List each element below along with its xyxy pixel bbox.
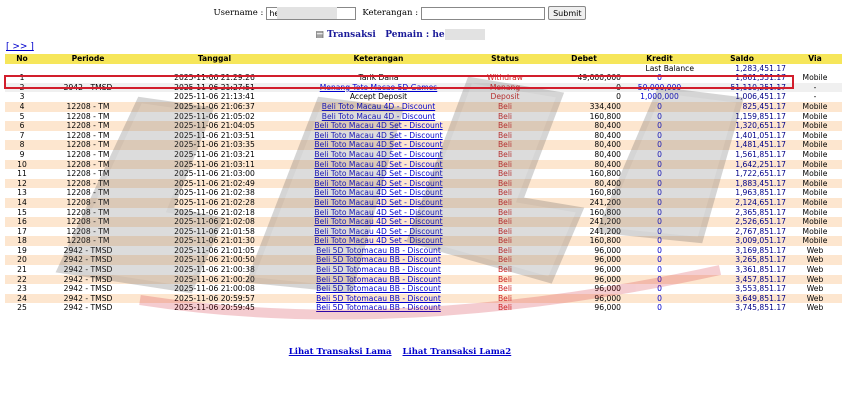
row-via: Web [788,246,842,256]
row-keterangan[interactable]: Beli Toto Macau 4D Set - Discount [292,179,465,189]
row-saldo: 3,265,851.17 [696,255,788,265]
back-link[interactable]: [ >> ] [6,42,34,52]
table-row [5,208,842,218]
row-debet: 80,400 [545,131,623,141]
submit-button[interactable]: Submit [548,6,586,20]
row-tanggal: 2025-11-06 20:59:57 [137,294,292,304]
row-no: 9 [5,150,39,160]
table-row [5,198,842,208]
row-debet: 0 [545,92,623,102]
row-status: Beli [465,102,545,112]
username-input[interactable] [266,7,356,20]
pemain-redaction [445,29,485,40]
row-saldo: 1,159,851.17 [696,112,788,122]
row-via: Web [788,255,842,265]
row-via: Mobile [788,160,842,170]
row-saldo: 3,745,851.17 [696,303,788,313]
row-kredit: 0 [623,275,696,285]
transaction-table [5,54,842,313]
row-kredit: 0 [623,255,696,265]
row-no: 1 [5,73,39,83]
row-saldo: 1,006,451.17 [696,92,788,102]
table-row [5,217,842,227]
row-kredit: 0 [623,73,696,83]
row-status: Deposit [465,92,545,102]
table-row [5,236,842,246]
row-kredit: 0 [623,198,696,208]
row-saldo: 1,320,651.17 [696,121,788,131]
row-debet: 80,400 [545,140,623,150]
row-tanggal: 2025-11-06 21:02:49 [137,179,292,189]
col-no: No [5,54,39,64]
row-via: Mobile [788,73,842,83]
row-status: Beli [465,140,545,150]
row-periode: 12208 - TM [39,179,137,189]
row-no: 12 [5,179,39,189]
row-status: Beli [465,265,545,275]
keterangan-label: Keterangan : [362,8,419,18]
row-status: Beli [465,217,545,227]
row-status: Beli [465,112,545,122]
row-debet: 334,400 [545,102,623,112]
row-keterangan[interactable]: Beli 5D Totomacau BB - Discount [292,275,465,285]
row-via: Mobile [788,131,842,141]
row-periode: 2942 - TMSD [39,294,137,304]
row-keterangan[interactable]: Beli Toto Macau 4D - Discount [292,112,465,122]
table-row [5,188,842,198]
row-keterangan[interactable]: Beli Toto Macau 4D Set - Discount [292,227,465,237]
row-via: Mobile [788,121,842,131]
last-balance-label: Last Balance [5,64,696,74]
table-row [5,246,842,256]
row-kredit: 50,000,000 [623,83,696,93]
old-transactions-link-2[interactable]: Lihat Transaksi Lama2 [402,347,512,357]
row-debet: 96,000 [545,284,623,294]
row-keterangan[interactable]: Beli Toto Macau 4D Set - Discount [292,217,465,227]
row-debet: 0 [545,83,623,93]
row-kredit: 0 [623,236,696,246]
row-keterangan[interactable]: Beli Toto Macau 4D Set - Discount [292,208,465,218]
row-kredit: 0 [623,179,696,189]
row-no: 18 [5,236,39,246]
row-via: - [788,92,842,102]
row-tanggal: 2025-11-06 21:05:02 [137,112,292,122]
row-tanggal: 2025-11-06 21:13:41 [137,92,292,102]
row-kredit: 0 [623,227,696,237]
row-via: Mobile [788,208,842,218]
row-saldo: 2,767,851.17 [696,227,788,237]
row-debet: 96,000 [545,265,623,275]
row-tanggal: 2025-11-06 21:00:20 [137,275,292,285]
row-periode: 12208 - TM [39,236,137,246]
row-tanggal: 2025-11-06 21:00:50 [137,255,292,265]
row-saldo: 2,365,851.17 [696,208,788,218]
row-no: 19 [5,246,39,256]
row-kredit: 0 [623,131,696,141]
row-tanggal: 2025-11-06 21:00:38 [137,265,292,275]
row-periode [39,73,137,83]
old-transactions-link[interactable]: Lihat Transaksi Lama [288,347,392,357]
table-row [5,275,842,285]
row-via: Mobile [788,198,842,208]
row-via: Mobile [788,150,842,160]
title-text: Transaksi [327,30,376,40]
table-row [5,265,842,275]
table-row [5,102,842,112]
col-via: Via [788,54,842,64]
row-keterangan[interactable]: Beli Toto Macau 4D Set - Discount [292,150,465,160]
table-row [5,227,842,237]
row-saldo: 1,642,251.17 [696,160,788,170]
row-saldo: 1,963,851.17 [696,188,788,198]
row-periode: 12208 - TM [39,112,137,122]
row-periode: 12208 - TM [39,121,137,131]
row-no: 13 [5,188,39,198]
row-debet: 96,000 [545,275,623,285]
row-tanggal: 2025-11-06 21:03:00 [137,169,292,179]
row-no: 5 [5,112,39,122]
row-keterangan[interactable]: Beli Toto Macau 4D Set - Discount [292,198,465,208]
row-tanggal: 2025-11-06 21:02:18 [137,208,292,218]
row-periode: 12208 - TM [39,169,137,179]
keterangan-input[interactable] [421,7,545,20]
table-row [5,92,842,102]
row-no: 4 [5,102,39,112]
table-row [5,150,842,160]
row-keterangan[interactable]: Beli Toto Macau 4D Set - Discount [292,169,465,179]
row-keterangan[interactable]: Beli Toto Macau 4D Set - Discount [292,236,465,246]
row-saldo: 3,169,851.17 [696,246,788,256]
row-debet: 96,000 [545,303,623,313]
row-status: Beli [465,227,545,237]
row-periode: 12208 - TM [39,131,137,141]
table-row [5,112,842,122]
row-keterangan: Tarik Dana [292,73,465,83]
row-saldo: 1,722,651.17 [696,169,788,179]
row-tanggal: 2025-11-06 21:29:26 [137,73,292,83]
row-saldo: 3,009,051.17 [696,236,788,246]
row-no: 10 [5,160,39,170]
row-kredit: 0 [623,303,696,313]
row-no: 8 [5,140,39,150]
table-row [5,140,842,150]
row-no: 17 [5,227,39,237]
last-balance-empty [788,64,842,74]
row-via: Web [788,275,842,285]
table-row [5,121,842,131]
row-debet: 96,000 [545,246,623,256]
row-kredit: 0 [623,169,696,179]
row-saldo: 3,553,851.17 [696,284,788,294]
row-kredit: 0 [623,140,696,150]
row-via: Mobile [788,140,842,150]
row-no: 20 [5,255,39,265]
row-tanggal: 2025-11-06 21:02:08 [137,217,292,227]
search-form [0,5,800,21]
row-via: - [788,83,842,93]
row-periode: 2942 - TMSD [39,265,137,275]
row-periode: 12208 - TM [39,208,137,218]
row-debet: 241,200 [545,217,623,227]
col-saldo: Saldo [696,54,788,64]
row-debet: 160,800 [545,112,623,122]
last-balance-row [5,64,842,74]
row-via: Mobile [788,112,842,122]
col-kredit: Kredit [623,54,696,64]
row-saldo: 51,110,251.17 [696,83,788,93]
row-status: Beli [465,150,545,160]
row-no: 7 [5,131,39,141]
row-debet: 160,800 [545,169,623,179]
row-keterangan[interactable]: Beli 5D Totomacau BB - Discount [292,303,465,313]
row-saldo: 2,526,651.17 [696,217,788,227]
row-keterangan[interactable]: Beli Toto Macau 4D Set - Discount [292,140,465,150]
row-status: Beli [465,275,545,285]
row-tanggal: 2025-11-06 21:03:11 [137,160,292,170]
row-keterangan[interactable]: Beli 5D Totomacau BB - Discount [292,265,465,275]
row-debet: 241,200 [545,198,623,208]
row-no: 21 [5,265,39,275]
table-row [5,284,842,294]
row-tanggal: 2025-11-06 21:04:05 [137,121,292,131]
row-no: 3 [5,92,39,102]
row-periode: 12208 - TM [39,160,137,170]
row-status: Beli [465,255,545,265]
row-saldo: 1,861,551.17 [696,73,788,83]
row-status: Menang [465,83,545,93]
row-debet: 80,400 [545,179,623,189]
row-no: 14 [5,198,39,208]
row-kredit: 0 [623,188,696,198]
row-saldo: 3,457,851.17 [696,275,788,285]
row-via: Mobile [788,179,842,189]
row-saldo: 825,451.17 [696,102,788,112]
row-kredit: 0 [623,150,696,160]
row-no: 24 [5,294,39,304]
table-row [5,179,842,189]
row-debet: 80,400 [545,150,623,160]
row-tanggal: 2025-11-06 21:02:28 [137,198,292,208]
row-kredit: 0 [623,160,696,170]
row-debet: 160,800 [545,208,623,218]
page-title [0,29,800,40]
table-header-row [5,54,842,64]
row-status: Beli [465,131,545,141]
row-status: Beli [465,294,545,304]
row-status: Beli [465,169,545,179]
row-kredit: 0 [623,294,696,304]
row-kredit: 0 [623,121,696,131]
row-debet: 80,400 [545,160,623,170]
row-kredit: 0 [623,112,696,122]
row-periode: 2942 - TMSD [39,255,137,265]
table-row [5,255,842,265]
row-debet: 96,000 [545,255,623,265]
row-debet: 160,800 [545,236,623,246]
row-tanggal: 2025-11-06 20:59:45 [137,303,292,313]
row-kredit: 0 [623,217,696,227]
row-saldo: 3,649,851.17 [696,294,788,304]
row-kredit: 0 [623,284,696,294]
table-row [5,160,842,170]
row-periode: 2942 - TMSD [39,275,137,285]
row-via: Web [788,265,842,275]
row-tanggal: 2025-11-06 21:03:35 [137,140,292,150]
table-row [5,169,842,179]
row-debet: 80,400 [545,121,623,131]
row-debet: 49,000,000 [545,73,623,83]
row-tanggal: 2025-11-06 21:03:51 [137,131,292,141]
row-saldo: 3,361,851.17 [696,265,788,275]
row-via: Mobile [788,169,842,179]
row-kredit: 1,000,000 [623,92,696,102]
row-no: 2 [5,83,39,93]
row-status: Beli [465,179,545,189]
row-tanggal: 2025-11-06 21:27:51 [137,83,292,93]
username-label: Username : [213,8,264,18]
row-keterangan[interactable]: Beli 5D Totomacau BB - Discount [292,246,465,256]
row-kredit: 0 [623,208,696,218]
row-periode: 2942 - TMSD [39,83,137,93]
row-no: 15 [5,208,39,218]
row-debet: 241,200 [545,227,623,237]
row-status: Beli [465,284,545,294]
col-debet: Debet [545,54,623,64]
row-status: Beli [465,303,545,313]
row-periode: 12208 - TM [39,102,137,112]
row-kredit: 0 [623,265,696,275]
row-status: Beli [465,160,545,170]
table-row [5,73,842,83]
row-via: Web [788,294,842,304]
last-balance-value: 1,283,451.17 [696,64,788,74]
row-saldo: 1,883,451.17 [696,179,788,189]
row-periode: 12208 - TM [39,188,137,198]
row-no: 22 [5,275,39,285]
row-tanggal: 2025-11-06 21:01:58 [137,227,292,237]
table-row [5,83,842,93]
row-keterangan: Accept Deposit [292,92,465,102]
row-via: Mobile [788,217,842,227]
row-periode [39,92,137,102]
row-tanggal: 2025-11-06 21:03:21 [137,150,292,160]
row-periode: 2942 - TMSD [39,284,137,294]
col-tanggal: Tanggal [137,54,292,64]
col-periode: Periode [39,54,137,64]
row-no: 6 [5,121,39,131]
row-periode: 12208 - TM [39,227,137,237]
row-periode: 2942 - TMSD [39,246,137,256]
row-status: Beli [465,246,545,256]
row-status: Beli [465,236,545,246]
row-tanggal: 2025-11-06 21:00:08 [137,284,292,294]
row-via: Mobile [788,188,842,198]
row-periode: 12208 - TM [39,217,137,227]
row-status: Beli [465,198,545,208]
col-status: Status [465,54,545,64]
row-periode: 2942 - TMSD [39,303,137,313]
row-keterangan[interactable]: Beli Toto Macau 4D Set - Discount [292,131,465,141]
pemain-label: Pemain : he [385,30,445,40]
row-status: Withdraw [465,73,545,83]
row-periode: 12208 - TM [39,140,137,150]
table-row [5,294,842,304]
row-keterangan[interactable]: Beli Toto Macau 4D Set - Discount [292,188,465,198]
row-keterangan[interactable]: Beli 5D Totomacau BB - Discount [292,255,465,265]
table-row [5,131,842,141]
row-no: 16 [5,217,39,227]
row-tanggal: 2025-11-06 21:01:05 [137,246,292,256]
row-no: 23 [5,284,39,294]
row-via: Mobile [788,236,842,246]
row-via: Mobile [788,102,842,112]
row-keterangan[interactable]: Beli Toto Macau 4D - Discount [292,102,465,112]
row-periode: 12208 - TM [39,150,137,160]
row-saldo: 2,124,651.17 [696,198,788,208]
row-saldo: 1,401,051.17 [696,131,788,141]
row-via: Mobile [788,227,842,237]
page-icon: ▤ [315,30,324,40]
row-saldo: 1,561,851.17 [696,150,788,160]
footer-links [0,347,800,357]
row-keterangan[interactable]: Beli 5D Totomacau BB - Discount [292,294,465,304]
col-keterangan: Keterangan [292,54,465,64]
row-tanggal: 2025-11-06 21:01:30 [137,236,292,246]
row-status: Beli [465,188,545,198]
row-keterangan[interactable]: Beli Toto Macau 4D Set - Discount [292,121,465,131]
row-no: 11 [5,169,39,179]
row-debet: 160,800 [545,188,623,198]
row-via: Web [788,284,842,294]
row-saldo: 1,481,451.17 [696,140,788,150]
row-status: Beli [465,208,545,218]
row-via: Web [788,303,842,313]
row-keterangan[interactable]: Beli 5D Totomacau BB - Discount [292,284,465,294]
row-periode: 12208 - TM [39,198,137,208]
row-tanggal: 2025-11-06 21:06:37 [137,102,292,112]
row-keterangan[interactable]: Menang Toto Macao 5D Games [292,83,465,93]
row-kredit: 0 [623,102,696,112]
row-debet: 96,000 [545,294,623,304]
row-no: 25 [5,303,39,313]
row-tanggal: 2025-11-06 21:02:38 [137,188,292,198]
row-keterangan[interactable]: Beli Toto Macau 4D Set - Discount [292,160,465,170]
row-kredit: 0 [623,246,696,256]
table-row [5,303,842,313]
row-status: Beli [465,121,545,131]
